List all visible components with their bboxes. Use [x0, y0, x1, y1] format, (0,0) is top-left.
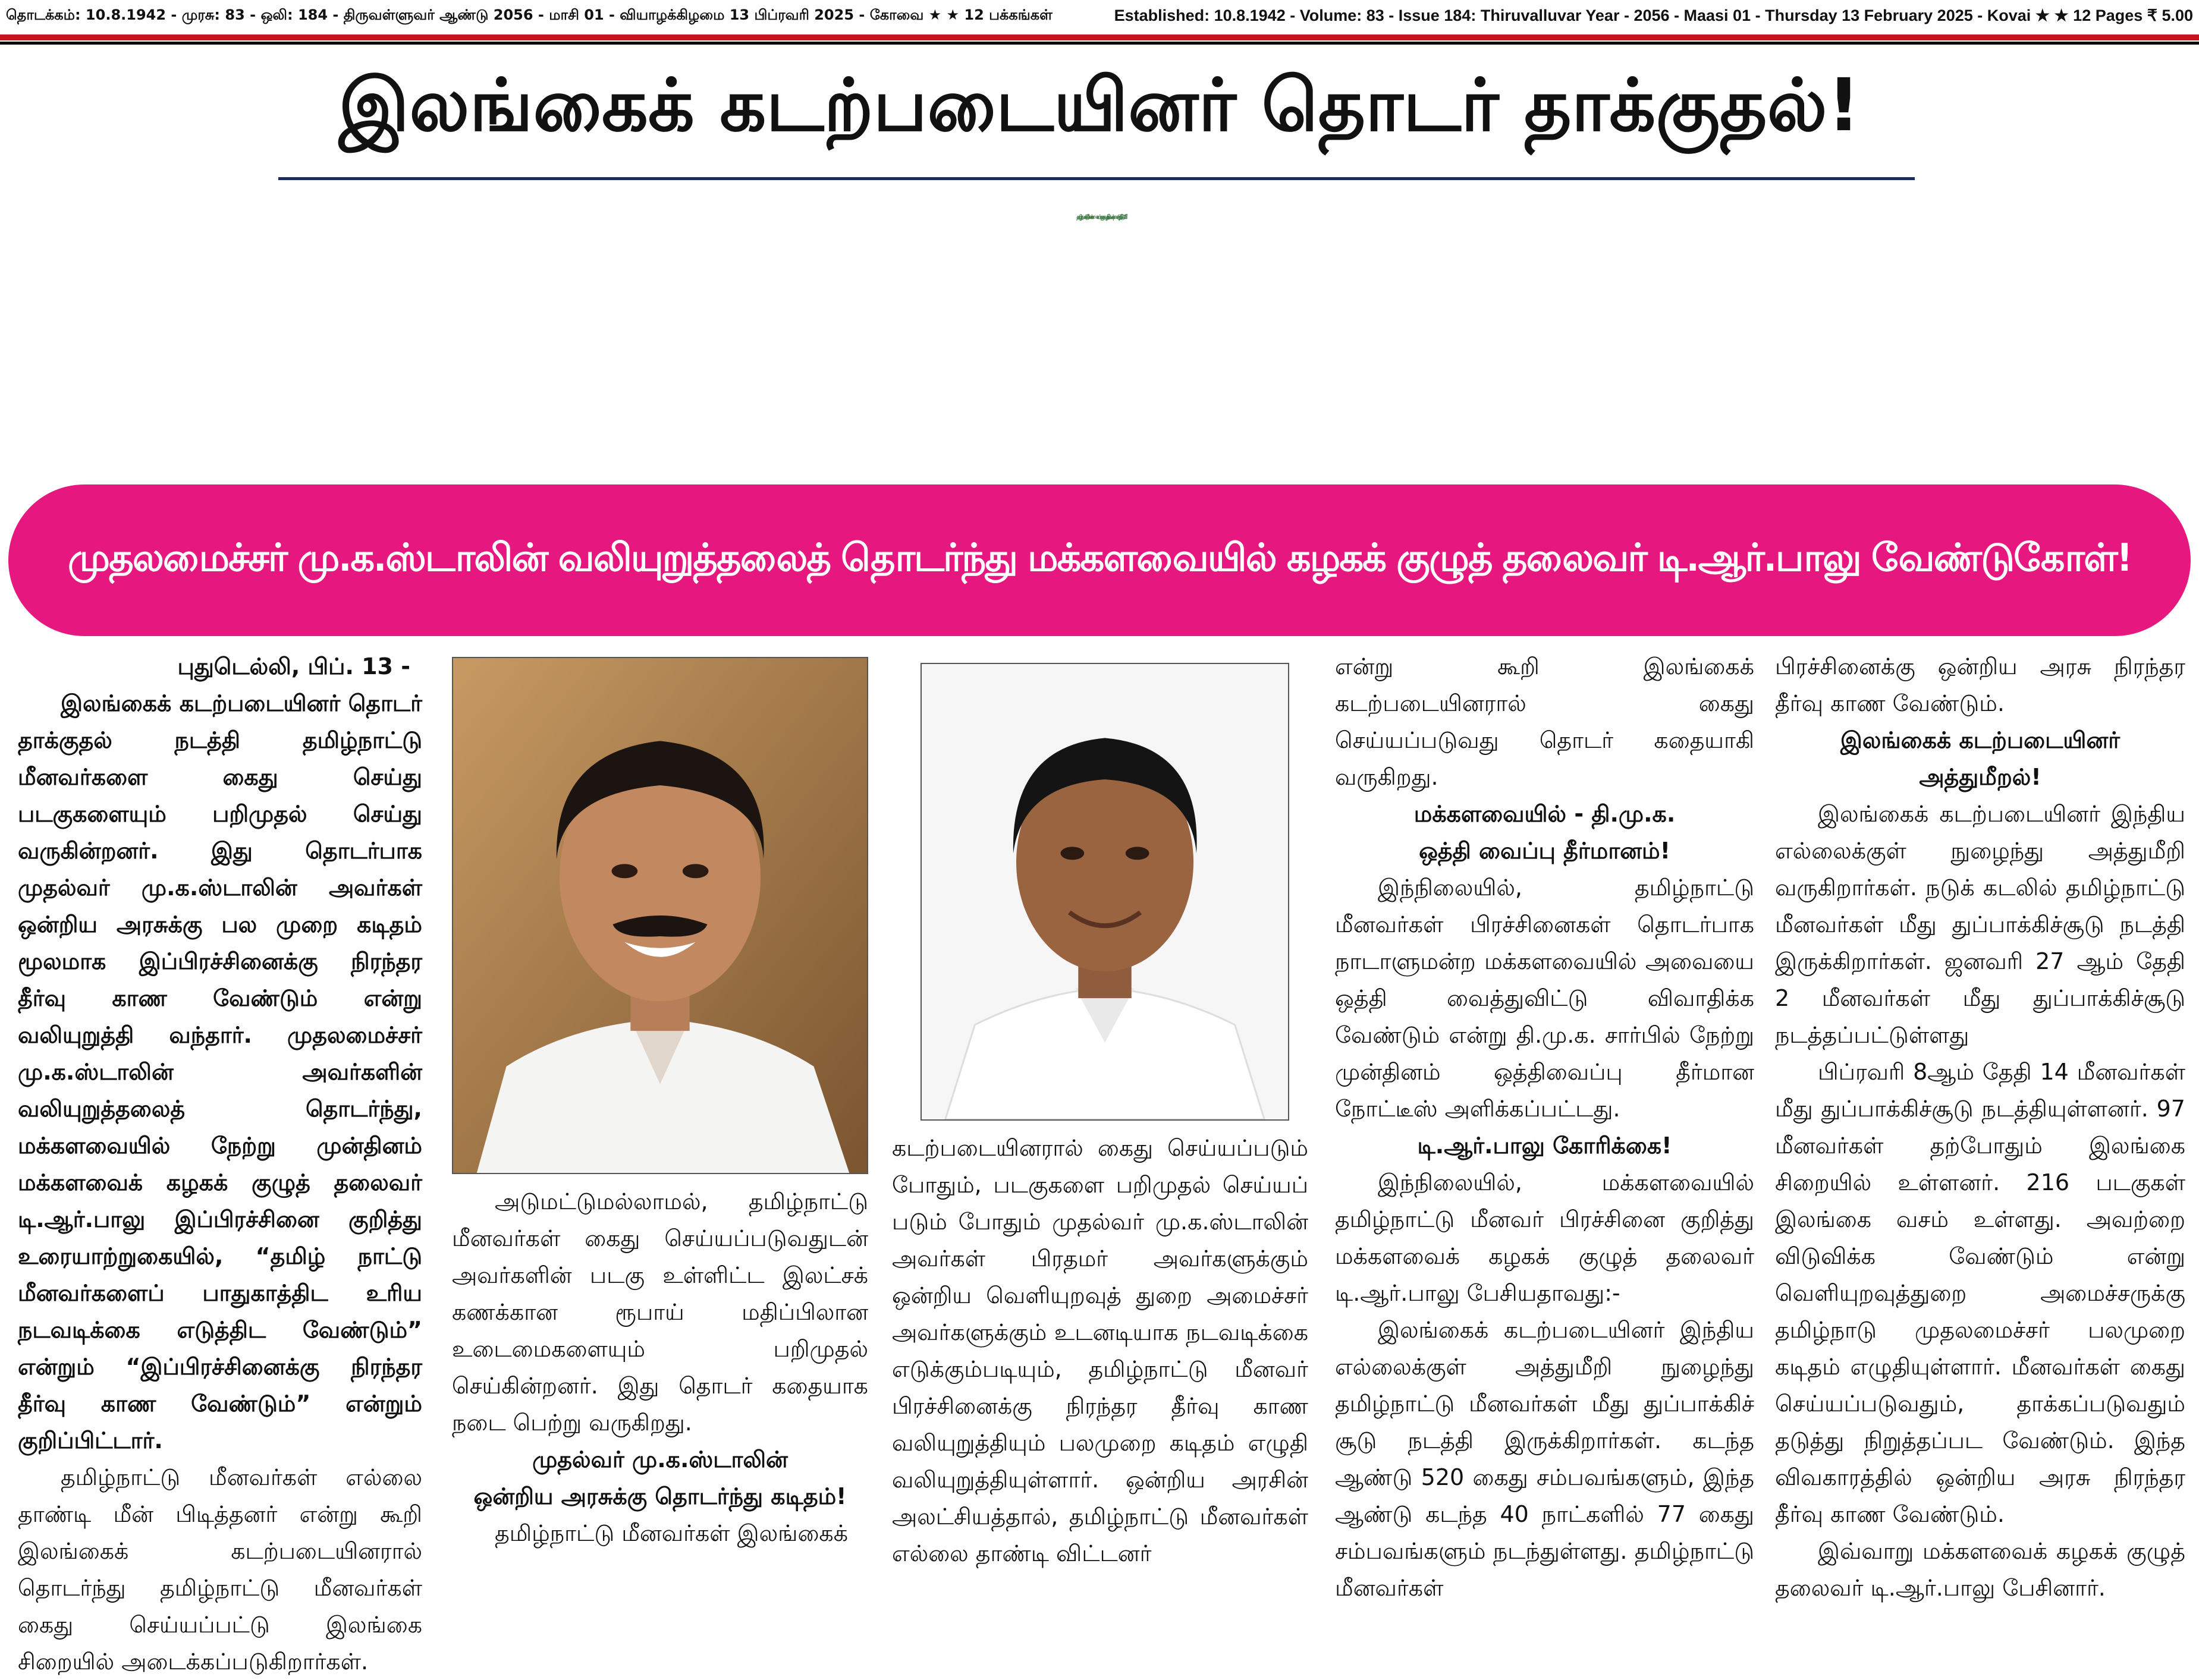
paragraph: பிப்ரவரி 8ஆம் தேதி 14 மீனவர்கள் மீது துப்பாக்கிச்சூடு நடத்தியுள்ளனர். 97 மீனவர்கள் தற்போதும் இலங்கை சிறையில் உள்ளனர். 216 படகுகள் இலங்கை வசம் உள்ளது. அவற்றை விடுவிக்க வேண்டும் என்று வெளியுறவுத்துறை அமைச்சருக்கு தமிழ்நாடு முதலமைச்சர் பலமுறை கடிதம் எழுதியுள்ளார். மீனவர்கள் கைது செய்யப்படுவதும், தாக்கப்படுவதும் தடுத்து நிறுத்தப்பட வேண்டும். இந்த விவகாரத்தில் ஒன்றிய அரசு நிரந்தர தீர்வு காண வேண்டும்.	[1775, 1059, 2185, 1527]
article-column-3	[892, 1130, 1308, 1572]
kicker-headline: இலங்கைக் கடற்படையினர் தொடர் தாக்குதல்!	[338, 63, 1861, 147]
paragraph: இலங்கைக் கடற்படையினர் இந்திய எல்லைக்குள் நுழைந்து அத்துமீறி வருகிறார்கள். நடுக் கடலில் தமிழ்நாட்டு மீனவர்கள் மீது துப்பாக்கிச்சூடு நடத்தி இருக்கிறார்கள். ஜனவரி 27 ஆம் தேதி 2 மீனவர்கள் மீது துப்பாக்கிச்சூடு நடத்தப்பட்டுள்ளது	[1775, 801, 2185, 1048]
paragraph: இந்நிலையில், மக்களவையில் தமிழ்நாட்டு மீனவர் பிரச்சினை குறித்து மக்களவைக் கழகக் குழுத் தலைவர் டி.ஆர்.பாலு பேசியதாவது:-	[1335, 1169, 1754, 1306]
paragraph: இந்நிலையில், தமிழ்நாட்டு மீனவர்கள் பிரச்சினைகள் தொடர்பாக நாடாளுமன்ற மக்களவையில் அவையை ஒத்தி வைத்துவிட்டு விவாதிக்க வேண்டும் என்று தி.மு.க. சார்பில் நேற்று முன்தினம் ஒத்திவைப்பு தீர்மான நோட்டீஸ் அளிக்கப்பட்டது.	[1335, 874, 1754, 1122]
article-column-1	[18, 648, 422, 1680]
subheading: முதல்வர் மு.க.ஸ்டாலின்	[532, 1446, 788, 1473]
article-column-4	[1335, 648, 1754, 1606]
article-column-2	[452, 1183, 868, 1552]
photo-middle	[921, 663, 1289, 1121]
paragraph: பிரச்சினைக்கு ஒன்றிய அரசு நிரந்தர தீர்வு காண வேண்டும்.	[1775, 653, 2185, 716]
paragraph: இவ்வாறு மக்களவைக் கழகக் குழுத் தலைவர் டி.ஆர்.பாலு பேசினார்.	[1775, 1538, 2185, 1601]
dateline: புதுடெல்லி, பிப். 13 -	[177, 653, 410, 679]
subheading: ஒத்தி வைப்பு தீர்மானம்!	[1419, 838, 1670, 864]
paragraph: தமிழ்நாட்டு மீனவர்கள் இலங்கைக்	[495, 1520, 849, 1546]
paragraph: கடற்படையினரால் கைது செய்யப்படும் போதும், படகுகளை பறிமுதல் செய்யப் படும் போதும் முதல்வர் மு.க.ஸ்டாலின் அவர்கள் பிரதமர் அவர்களுக்கும் ஒன்றிய வெளியுறவுத் துறை அமைச்சர் அவர்களுக்கும் உடனடியாக நடவடிக்கை எடுக்கும்படியும், தமிழ்நாட்டு மீனவர் பிரச்சினைக்கு நிரந்தர தீர்வு காண வலியுறுத்தியும் பலமுறை கடிதம் எழுதி வலியுறுத்தியுள்ளார். ஒன்றிய அரசின் அலட்சியத்தால், தமிழ்நாட்டு மீனவர்கள் எல்லை தாண்டி விட்டனர்	[892, 1135, 1308, 1566]
subheading: மக்களவையில் - தி.மு.க.	[1413, 801, 1676, 827]
paragraph: இலங்கைக் கடற்படையினர் இந்திய எல்லைக்குள் அத்துமீறி நுழைந்து தமிழ்நாட்டு மீனவர்கள் மீது துப்பாக்கிச் சூடு நடத்தி இருக்கிறார்கள். கடந்த ஆண்டு 520 கைது சம்பவங்களும், இந்த ஆண்டு கடந்த 40 நாட்களில் 77 கைது சம்பவங்களும் நடந்துள்ளது. தமிழ்நாட்டு மீனவர்கள்	[1335, 1317, 1754, 1601]
paragraph: தமிழ்நாட்டு மீனவர்கள் எல்லை தாண்டி மீன் பிடித்தனர் என்று கூறி இலங்கைக் கடற்படையினரால் தொடர்ந்து தமிழ்நாட்டு மீனவர்கள் கைது செய்யப்பட்டு இலங்கை சிறையில் அடைக்கப்படுகிறார்கள்.	[18, 1464, 422, 1675]
main-headline: தமிழ்நாட்டு மீனவர்களைப் பாதுகாத்திட நடவடிக்கை எடுத்திடுவீர்!	[1076, 214, 1123, 221]
photo-left	[452, 657, 868, 1174]
subheading: டி.ஆர்.பாலு கோரிக்கை!	[1417, 1132, 1672, 1159]
portrait-man-white-shirt-icon	[922, 664, 1288, 1119]
paragraph: என்று கூறி இலங்கைக் கடற்படையினரால் கைது செய்யப்படுவது தொடர் கதையாகி வருகிறது.	[1335, 653, 1754, 790]
article-column-5	[1775, 648, 2185, 1606]
masthead-strip	[0, 0, 2199, 31]
subheading: அத்துமீறல்!	[1919, 764, 2041, 790]
masthead-right: Established: 10.8.1942 - Volume: 83 - Issue 184: Thiruvalluvar Year - 2056 - Maasi 01 - Thursday 13 February 2025 - Kovai ★ ★ 12 Pages ₹ 5.00	[1114, 6, 2193, 24]
masthead-red-rule	[0, 34, 2199, 40]
subheading: ஒன்றிய அரசுக்கு தொடர்ந்து கடிதம்!	[473, 1483, 847, 1509]
masthead-black-rule	[0, 42, 2199, 45]
subheading: இலங்கைக் கடற்படையினர்	[1840, 727, 2121, 753]
lead-paragraph: இலங்கைக் கடற்படையினர் தொடர் தாக்குதல் நடத்தி தமிழ்நாட்டு மீனவர்களை கைது செய்து படகுகளையும் பறிமுதல் செய்து வருகின்றனர். இது தொடர்பாக முதல்வர் மு.க.ஸ்டாலின் அவர்கள் ஒன்றிய அரசுக்கு பல முறை கடிதம் மூலமாக இப்பிரச்சினைக்கு நிரந்தர தீர்வு காண வேண்டும் என்று வலியுறுத்தி வந்தார். முதலமைச்சர் மு.க.ஸ்டாலின் அவர்களின் வலியுறுத்தலைத் தொடர்ந்து, மக்களவையில் நேற்று முன்தினம் மக்களவைக் கழகக் குழுத் தலைவர் டி.ஆர்.பாலு இப்பிரச்சினை குறித்து உரையாற்றுகையில், “தமிழ் நாட்டு மீனவர்களைப் பாதுகாத்திட உரிய நடவடிக்கை எடுத்திட வேண்டும்” என்றும் “இப்பிரச்சினைக்கு நிரந்தர தீர்வு காண வேண்டும்” என்றும் குறிப்பிட்டார்.	[18, 690, 422, 1454]
banner-text: முதலமைச்சர் மு.க.ஸ்டாலின் வலியுறுத்தலைத் தொடர்ந்து மக்களவையில் கழகக் குழுத் தலைவர் டி.ஆர்.பாலு வேண்டுகோள்!	[68, 536, 2131, 580]
portrait-man-mustache-icon	[453, 658, 867, 1173]
paragraph: அடுமட்டுமல்லாமல், தமிழ்நாட்டு மீனவர்கள் கைது செய்யப்படுவதுடன் அவர்களின் படகு உள்ளிட்ட இலட்சக் கணக்கான ரூபாய் மதிப்பிலான உடைமைகளையும் பறிமுதல் செய்கின்றனர். இது தொடர் கதையாக நடை பெற்று வருகிறது.	[452, 1188, 868, 1436]
masthead-left: தொடக்கம்: 10.8.1942 - முரசு: 83 - ஒலி: 184 - திருவள்ளுவர் ஆண்டு 2056 - மாசி 01 - வியாழக்கிழமை 13 பிப்ரவரி 2025 - கோவை ★ ★ 12 பக்கங்கள்	[6, 6, 1053, 23]
pink-banner	[8, 485, 2191, 636]
kicker-underline	[278, 177, 1915, 180]
